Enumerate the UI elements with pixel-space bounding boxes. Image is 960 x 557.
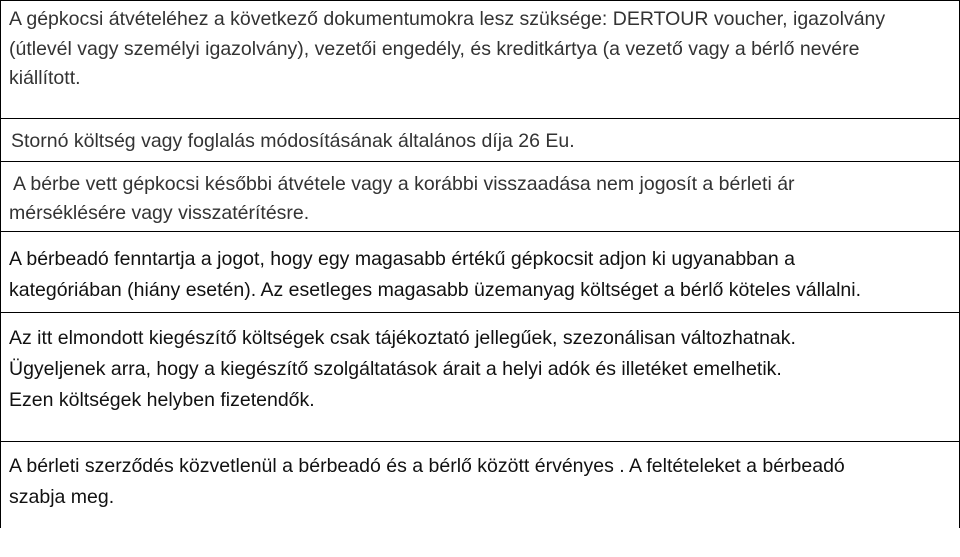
text-line: A gépkocsi átvételéhez a következő dokumentumokra lesz szüksége: DERTOUR voucher, igazolvány [9, 8, 886, 30]
text-line: (útlevél vagy személyi igazolvány), vezetői engedély, és kreditkártya (a vezető vagy a bérlő nevére [9, 37, 860, 60]
text-line: Ügyeljenek arra, hogy a kiegészítő szolgáltatások árait a helyi adók és illetéket emelhetik. [9, 358, 782, 380]
table-row-contract [1, 442, 959, 528]
text-line: kategóriában (hiány esetén). Az esetleges magasabb üzemanyag költséget a bérlő köteles vállalni. [9, 279, 862, 301]
table-row-extra-costs [1, 313, 959, 442]
table-row-upgrade [1, 232, 959, 313]
text-line: Stornó költség vagy foglalás módosításának általános díja 26 Eu. [11, 130, 575, 152]
text-line: A bérbeadó fenntartja a jogot, hogy egy magasabb értékű gépkocsit adjon ki ugyanabban a [9, 248, 795, 270]
text-line: szabja meg. [9, 486, 115, 508]
text-line: A bérbe vett gépkocsi későbbi átvétele vagy a korábbi visszaadása nem jogosít a bérleti ár [13, 173, 795, 195]
table-row-cancellation-fee [1, 119, 959, 162]
table-row-documents [1, 1, 959, 119]
text-line: Az itt elmondott kiegészítő költségek csak tájékoztató jellegűek, szezonálisan változhatnak. [9, 327, 796, 349]
table-row-late-pickup [1, 162, 959, 232]
text-line: kiállított. [9, 67, 81, 89]
text-line: Ezen költségek helyben fizetendők. [9, 389, 315, 411]
text-line: mérséklésére vagy visszatérítésre. [9, 202, 310, 224]
text-line: A bérleti szerződés közvetlenül a bérbeadó és a bérlő között érvényes . A feltételeket a bérbeadó [9, 455, 845, 477]
